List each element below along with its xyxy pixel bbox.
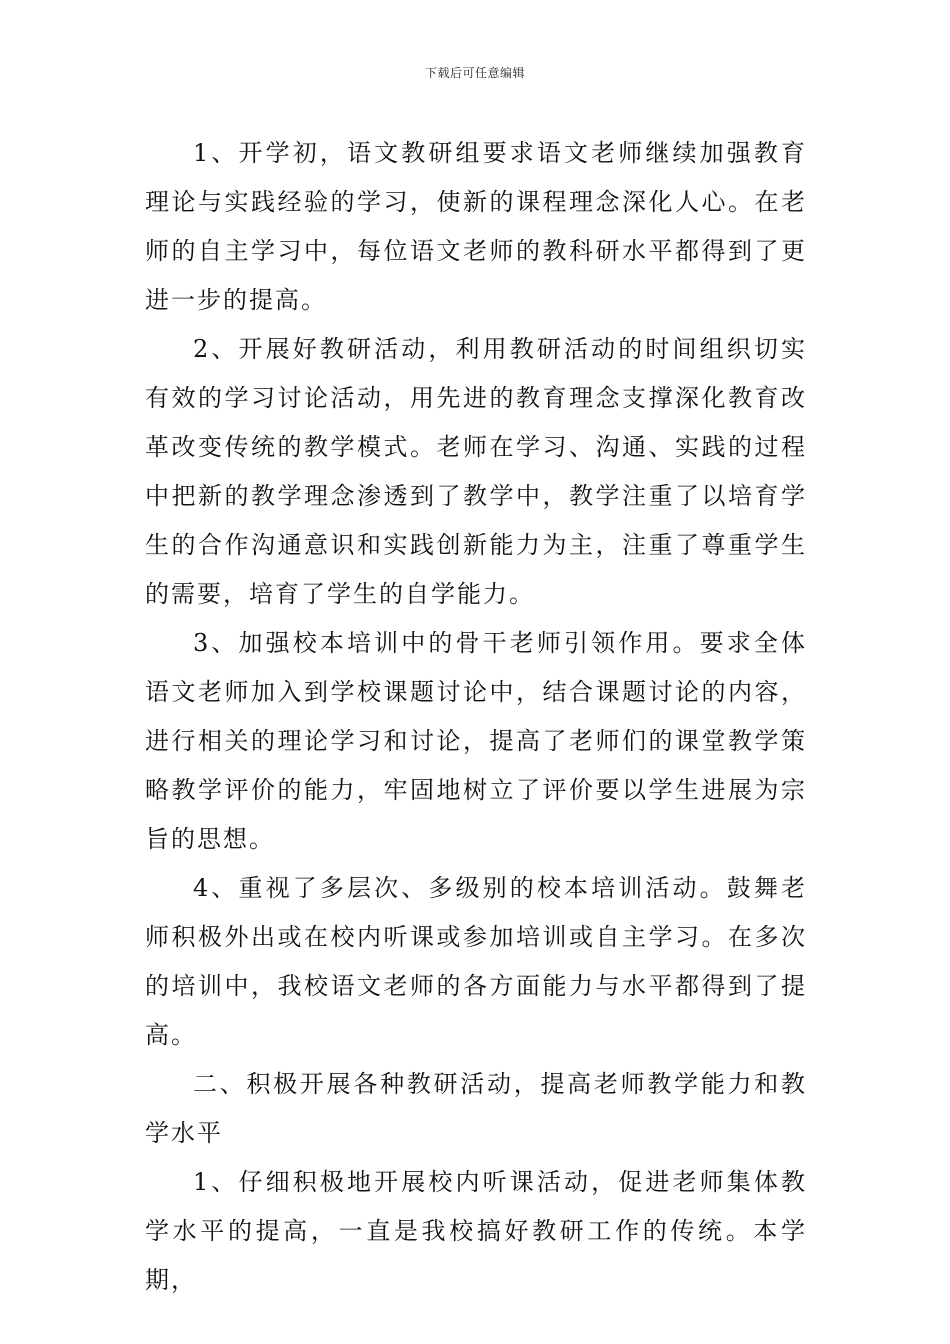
paragraph-4: 4、重视了多层次、多级别的校本培训活动。鼓舞老师积极外出或在校内听课或参加培训或自主学习。在多次的培训中，我校语文老师的各方面能力与水平都得到了提高。 xyxy=(145,874,807,1049)
section-heading: 二、积极开展各种教研活动，提高老师教学能力和教学水平 xyxy=(145,1070,807,1147)
paragraph-2: 2、开展好教研活动，利用教研活动的时间组织切实有效的学习讨论活动，用先进的教育理念支撑深化教育改革改变传统的教学模式。老师在学习、沟通、实践的过程中把新的教学理念渗透到了教学中，教学注重了以培育学生的合作沟通意识和实践创新能力为主，注重了尊重学生的需要，培育了学生的自学能力。 xyxy=(145,335,807,608)
paragraph-1: 1、开学初，语文教研组要求语文老师继续加强教育理论与实践经验的学习，使新的课程理念深化人心。在老师的自主学习中，每位语文老师的教科研水平都得到了更进一步的提高。 xyxy=(145,139,807,314)
paragraph-3: 3、加强校本培训中的骨干老师引领作用。要求全体语文老师加入到学校课题讨论中，结合课题讨论的内容，进行相关的理论学习和讨论，提高了老师们的课堂教学策略教学评价的能力，牢固地树立了评价要以学生进展为宗旨的思想。 xyxy=(145,629,807,853)
paragraph-5: 1、仔细积极地开展校内听课活动，促进老师集体教学水平的提高，一直是我校搞好教研工作的传统。本学期， xyxy=(145,1168,807,1294)
document-body xyxy=(145,129,807,1305)
page-header-note: 下载后可任意编辑 xyxy=(424,66,525,80)
